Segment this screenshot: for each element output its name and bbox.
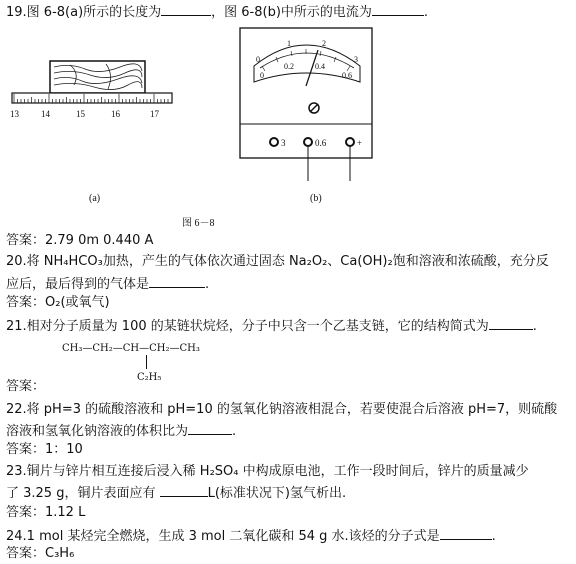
- q21-answer: 答案：: [6, 379, 46, 394]
- q24-question: 24.1 mol 某烃完全燃烧，生成 3 mol 二氧化碳和 54 g 水.该烃的分子式是 .: [6, 526, 496, 546]
- q23-question-line2: 了 3.25 g，铜片表面应有 L(标准状况下)氢气析出.: [6, 483, 346, 503]
- answer-blank[interactable]: [160, 483, 208, 497]
- q22-question-line1: 22.将 pH=3 的硫酸溶液和 pH=10 的氢氧化钠溶液相混合，若要使混合后溶液 pH=7，则硫酸: [6, 402, 558, 417]
- terminal-label: 0.6: [315, 138, 327, 148]
- answer-blank[interactable]: [188, 421, 232, 435]
- meter-scale-label: 1: [287, 39, 291, 48]
- q24-answer: 答案：C₃H₆: [6, 546, 75, 561]
- q20-question-line2: 应后，最后得到的气体是 .: [6, 274, 209, 294]
- q19-answer: 答案：2.79 0m 0.440 A: [6, 233, 154, 248]
- q23-answer: 答案：1.12 L: [6, 505, 86, 520]
- answer-blank[interactable]: [161, 2, 211, 16]
- q22-answer: 答案：1：10: [6, 442, 83, 457]
- answer-blank[interactable]: [489, 316, 533, 330]
- figure-caption: 图 6－8: [182, 218, 215, 229]
- figure-b-label: (b): [310, 193, 322, 204]
- meter-scale-label: 0.4: [315, 62, 325, 71]
- terminal-label: 3: [281, 138, 286, 148]
- answer-blank[interactable]: [149, 274, 205, 288]
- structural-formula-branch: C₂H₅: [137, 372, 162, 383]
- figure-a-label: (a): [89, 193, 101, 204]
- meter-scale-label: 0.2: [284, 62, 294, 71]
- answer-blank[interactable]: [440, 526, 492, 540]
- terminal-label: +: [357, 138, 363, 148]
- ruler-tick-label: 15: [76, 109, 85, 119]
- ruler-tick-label: 16: [111, 109, 120, 119]
- ruler-tick-label: 14: [41, 109, 50, 119]
- q21-question: 21.相对分子质量为 100 的某链状烷烃，分子中只含一个乙基支链，它的结构简式为 .: [6, 316, 537, 336]
- ruler-tick-label: 13: [10, 109, 19, 119]
- q23-question-line1: 23.铜片与锌片相互连接后浸入稀 H₂SO₄ 中构成原电池，工作一段时间后，锌片的质量减少: [6, 464, 529, 479]
- q19-question: 19.图 6-8(a)所示的长度为 ，图 6-8(b)中所示的电流为 .: [6, 2, 428, 22]
- q20-question-line1: 20.将 NH₄HCO₃加热，产生的气体依次通过固态 Na₂O₂、Ca(OH)₂饱和溶液和浓硫酸，充分反: [6, 254, 549, 269]
- terminal-3-icon[interactable]: [270, 138, 278, 146]
- ruler-figure: [10, 55, 175, 125]
- meter-scale-label: 2: [322, 39, 326, 48]
- meter-scale-label: 0: [260, 71, 264, 80]
- structural-formula-main: CH₃—CH₂—CH—CH₂—CH₃: [62, 343, 200, 354]
- answer-blank[interactable]: [372, 2, 424, 16]
- meter-scale-label: 0: [256, 55, 260, 64]
- ammeter-figure: [236, 26, 376, 206]
- ruler-tick-label: 17: [150, 109, 159, 119]
- meter-scale-label: 3: [354, 55, 358, 64]
- q20-answer: 答案：O₂(或氧气): [6, 295, 110, 310]
- terminal-plus-icon[interactable]: [346, 138, 354, 146]
- ruler: [12, 93, 172, 103]
- formula-branch-bond: [146, 355, 147, 369]
- meter-scale-label: 0.6: [342, 71, 352, 80]
- terminal-0.6-icon[interactable]: [304, 138, 312, 146]
- q22-question-line2: 溶液和氢氧化钠溶液的体积比为 .: [6, 421, 236, 441]
